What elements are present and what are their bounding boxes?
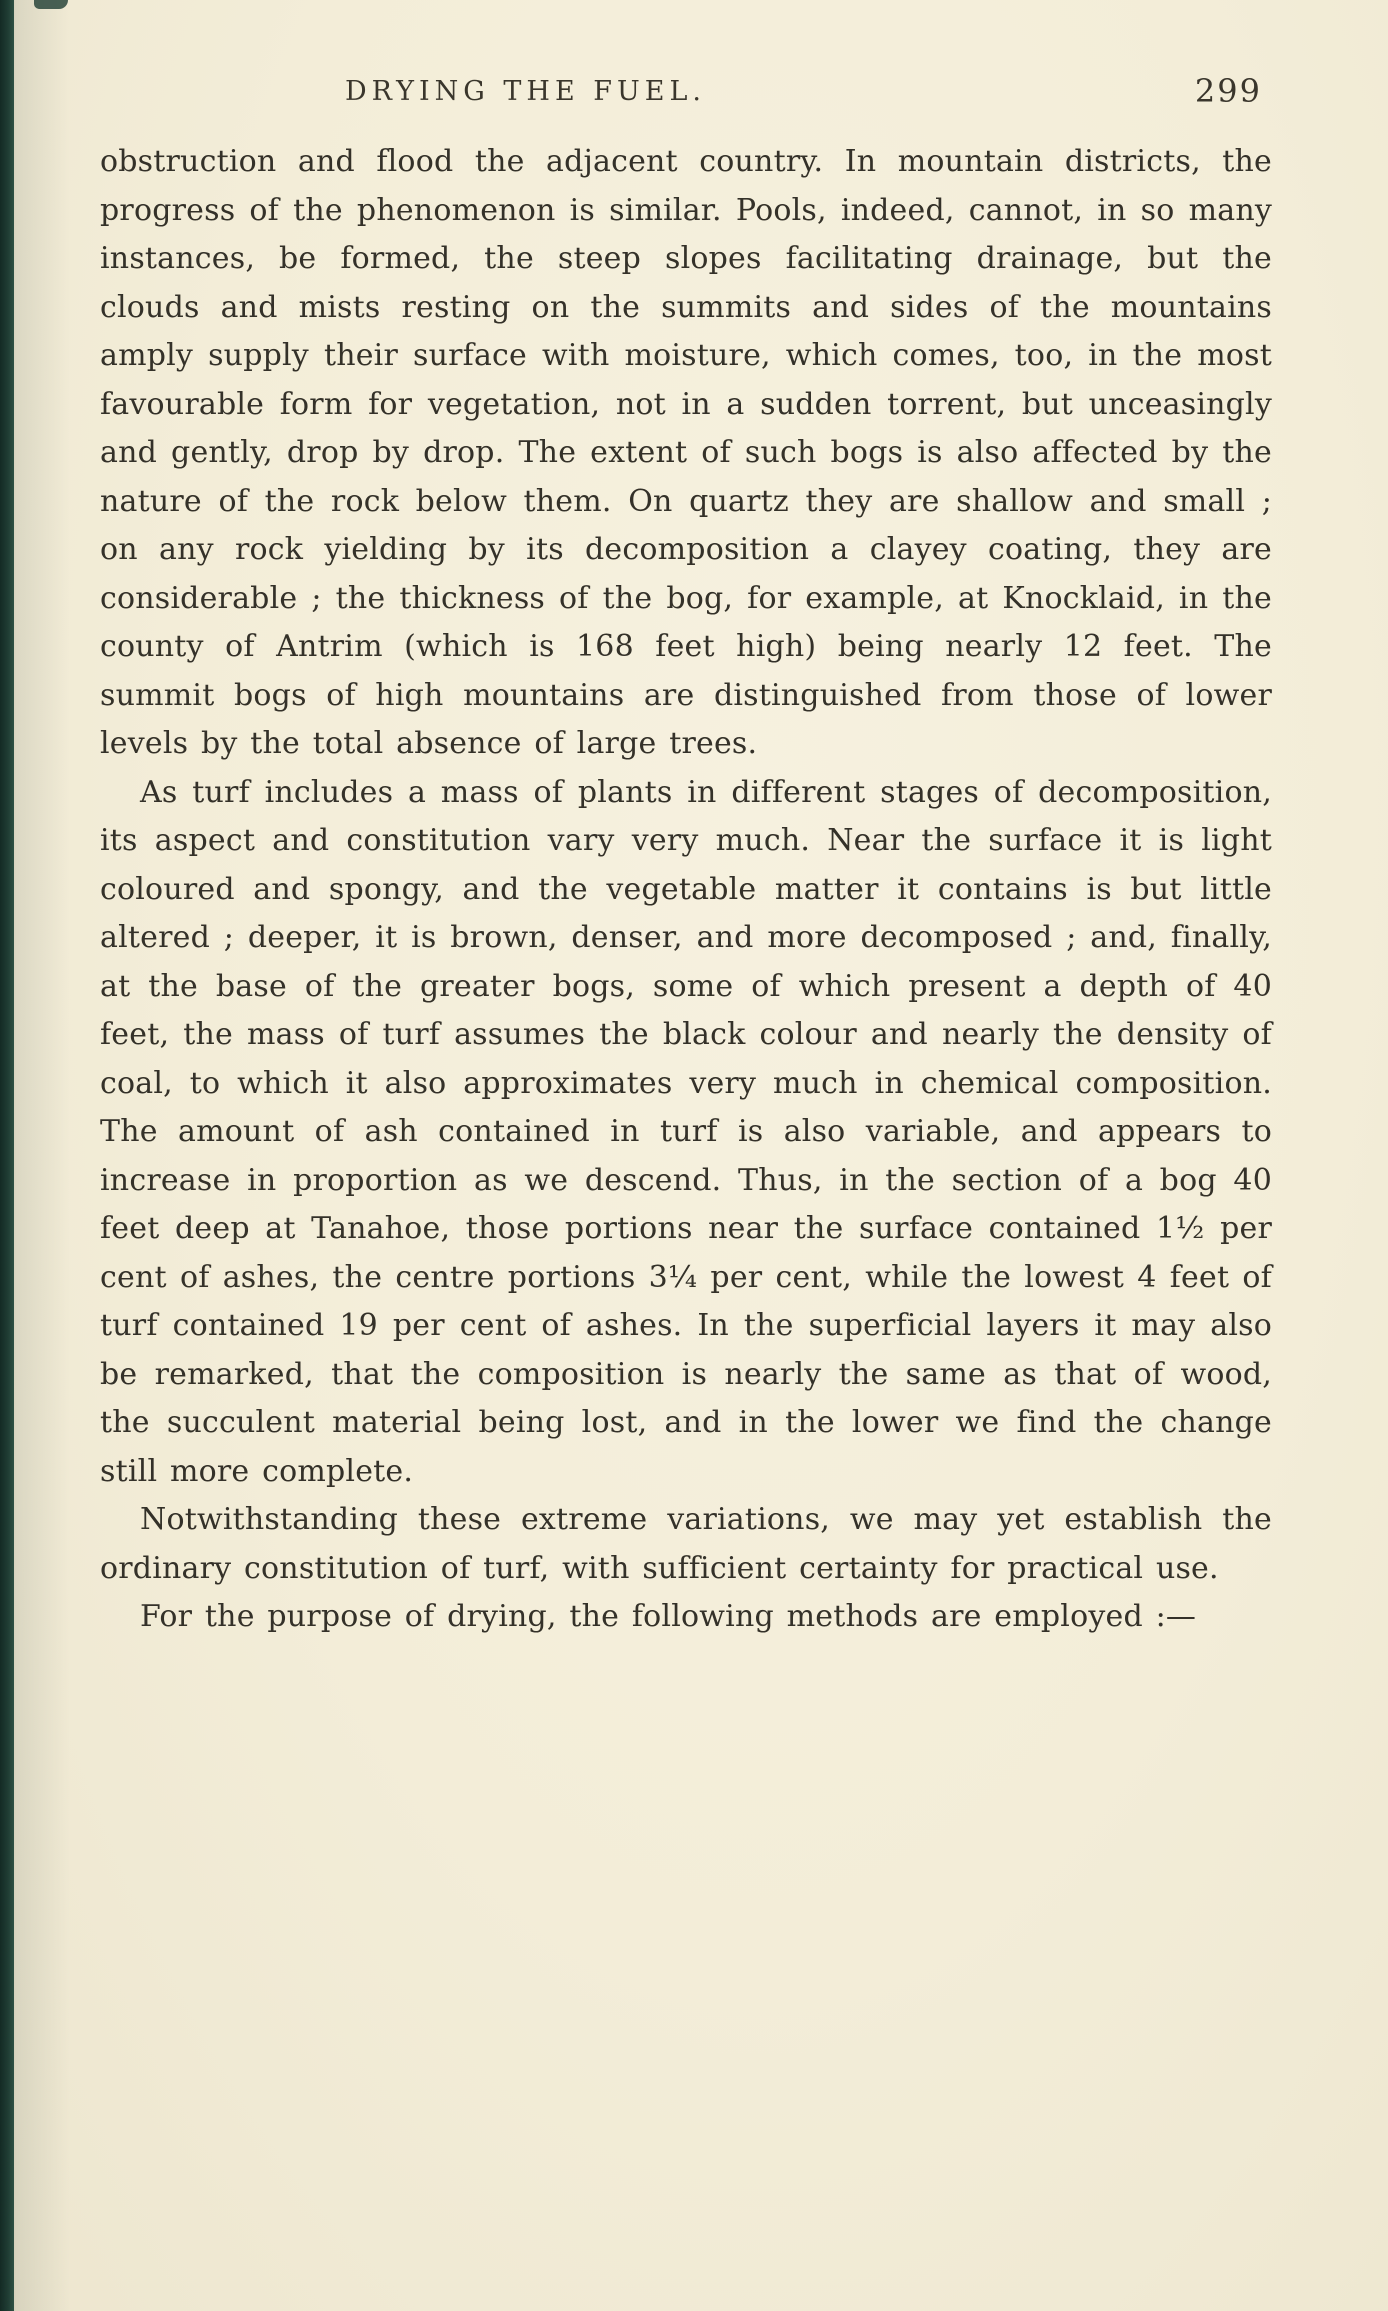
binding-edge bbox=[0, 0, 14, 2311]
paragraph: Notwithstanding these extreme variations, we may yet establish the ordinary constitution of turf, with sufficient certainty for practical use. bbox=[100, 1502, 1272, 1586]
paragraph: obstruction and flood the adjacent country. In mountain districts, the progress of the phenomenon is similar. Pools, indeed, cannot, in so many instances, be formed, the steep slopes facilitating drainage, but the clouds and mists resting on the summits and sides of the mountains amply supply their surface with moisture, which comes, too, in the most favourable form for vegetation, not in a sudden torrent, but unceasingly and gently, drop by drop. The extent of such bogs is also affected by the nature of the rock below them. On quartz they are shallow and small ; on any rock yielding by its decomposition a clayey coating, they are considerable ; the thickness of the bog, for example, at Knocklaid, in the county of Antrim (which is 168 feet high) being nearly 12 feet. The summit bogs of high mountains are distinguished from those of lower levels by the total absence of large trees. bbox=[100, 144, 1272, 761]
paragraph: As turf includes a mass of plants in different stages of decomposition, its aspect and constitution vary very much. Near the surface it is light coloured and spongy, and the vegetable matter it contains is but little altered ; deeper, it is brown, denser, and more decomposed ; and, finally, at the base of the greater bogs, some of which present a depth of 40 feet, the mass of turf assumes the black colour and nearly the density of coal, to which it also approximates very much in chemical composition. The amount of ash contained in turf is also variable, and appears to increase in proportion as we descend. Thus, in the section of a bog 40 feet deep at Tanahoe, those portions near the surface contained 1½ per cent of ashes, the centre portions 3¼ per cent, while the lowest 4 feet of turf contained 19 per cent of ashes. In the superficial layers it may also be remarked, that the composition is nearly the same as that of wood, the succulent material being lost, and in the lower we find the change still more complete. bbox=[100, 774, 1272, 1489]
page-number: 299 bbox=[1194, 72, 1262, 110]
running-head bbox=[100, 72, 1272, 116]
paragraph: For the purpose of drying, the following methods are employed :— bbox=[140, 1599, 1197, 1634]
running-header-title: DRYING THE FUEL. bbox=[345, 76, 706, 107]
scan-artifact-mark bbox=[34, 0, 68, 9]
page-body bbox=[100, 138, 1272, 1642]
